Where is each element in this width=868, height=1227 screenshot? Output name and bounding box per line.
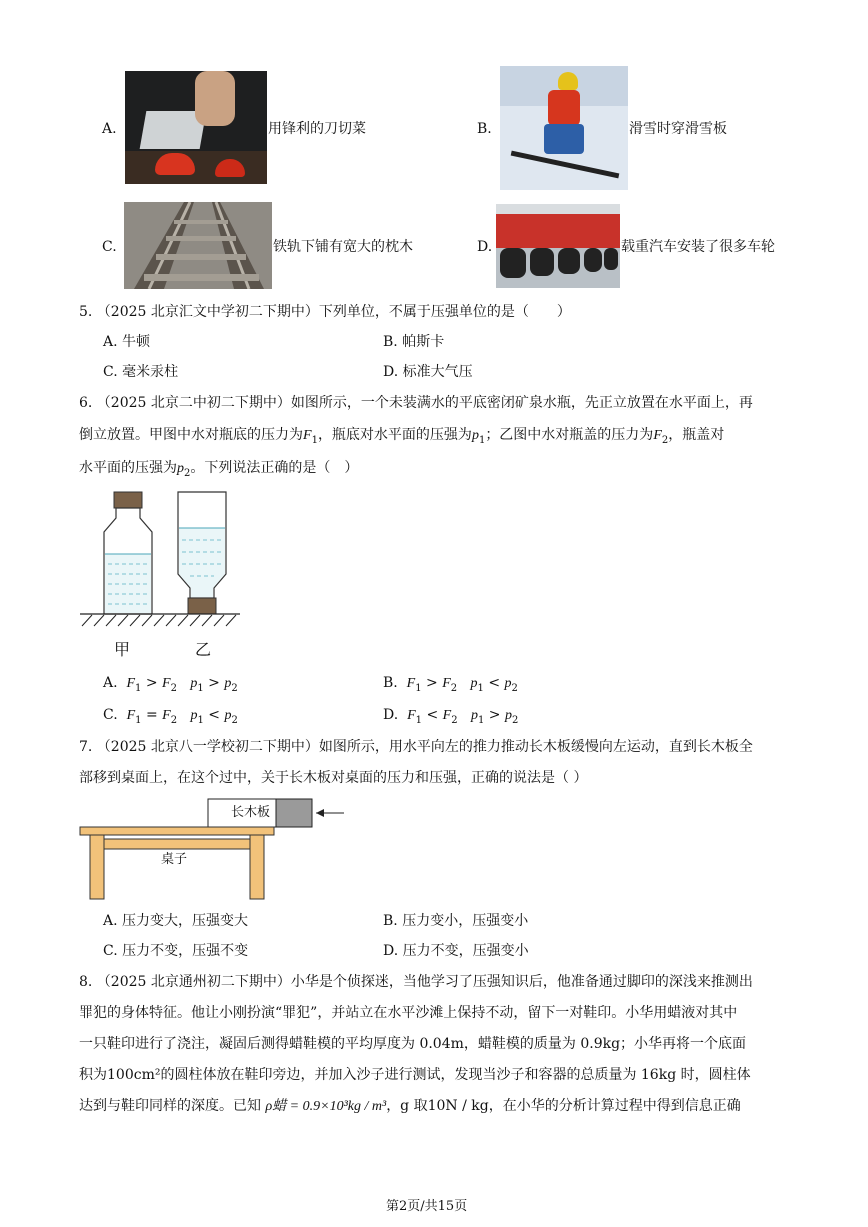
knife-cutting-vegetables-photo	[125, 71, 267, 184]
option-a: A. 牛顿	[103, 334, 151, 350]
question-stem-line: 倒立放置。甲图中水对瓶底的压力为$F_1$，瓶底对水平面的压强为$p_1$；乙图中水对瓶盖的压力为$F_2$，瓶盖对	[79, 427, 725, 446]
question-stem-line: 6. （2025 北京二中初二下期中）如图所示，一个未装满水的平底密闭矿泉水瓶，先正立放置在水平面上，再	[79, 395, 753, 411]
child-skiing-photo	[500, 66, 628, 190]
heavy-truck-wheels-photo	[496, 204, 620, 288]
question-stem-line: 7. （2025 北京八一学校初二下期中）如图所示，用水平向左的推力推动长木板缓慢向左运动，直到长木板全	[79, 739, 753, 755]
bottles-figure	[78, 488, 243, 633]
question-stem: 5. （2025 北京汇文中学初二下期中）下列单位，不属于压强单位的是（ ）	[79, 304, 571, 320]
page-number-footer: 第2页/共15页	[386, 1199, 468, 1214]
question-stem-line: 8. （2025 北京通州初二下期中）小华是个侦探迷，当他学习了压强知识后，他准备通过脚印的深浅来推测出	[79, 974, 753, 990]
option-b: B. 帕斯卡	[383, 334, 445, 350]
question-stem-line: 达到与鞋印同样的深度。已知 ρ蜡 = 0.9×10³kg / m³，g 取10N / kg，在小华的分析计算过程中得到信息正确	[79, 1098, 741, 1114]
label-jia: 甲	[114, 640, 131, 659]
option-d: D. 压力不变，压强变小	[383, 943, 529, 959]
option-letter: B.	[477, 121, 492, 137]
option-b: B. 压力变小，压强变小	[383, 913, 529, 929]
option-c: C. 毫米汞柱	[103, 364, 179, 380]
railway-sleepers-photo	[124, 202, 272, 289]
option-a: A. $F_1 > F_2$ $p_1 > p_2$	[103, 675, 238, 694]
option-c: C. $F_1 = F_2$ $p_1 < p_2$	[103, 707, 238, 726]
label-yi: 乙	[195, 640, 212, 659]
option-text: 用锋利的刀切菜	[268, 121, 366, 137]
option-c: C. 压力不变，压强不变	[103, 943, 249, 959]
option-text: 载重汽车安装了很多车轮	[621, 239, 775, 255]
question-stem-line: 罪犯的身体特征。他让小刚扮演“罪犯”，并站立在水平沙滩上保持不动，留下一对鞋印。小华用蜡液对其中	[79, 1005, 738, 1021]
option-letter: D.	[477, 239, 493, 255]
option-letter: A.	[102, 121, 117, 137]
option-text: 铁轨下铺有宽大的枕木	[273, 239, 413, 255]
option-d: D. 标准大气压	[383, 364, 473, 380]
question-stem-line: 积为100cm²的圆柱体放在鞋印旁边，并加入沙子进行测试，发现当沙子和容器的总质量为 16kg 时，圆柱体	[79, 1067, 751, 1083]
option-b: B. $F_1 > F_2$ $p_1 < p_2$	[383, 675, 518, 694]
option-letter: C.	[102, 239, 117, 255]
board-table-figure	[78, 796, 348, 902]
board-label: 长木板	[231, 805, 271, 820]
question-stem-line: 水平面的压强为$p_2$。下列说法正确的是（ ）	[79, 460, 359, 479]
question-stem-line: 部移到桌面上，在这个过中，关于长木板对桌面的压力和压强，正确的说法是（ ）	[79, 770, 588, 786]
option-text: 滑雪时穿滑雪板	[629, 121, 727, 137]
option-a: A. 压力变大，压强变大	[103, 913, 249, 929]
table-label: 桌子	[161, 852, 188, 867]
question-stem-line: 一只鞋印进行了浇注，凝固后测得蜡鞋模的平均厚度为 0.04m，蜡鞋模的质量为 0.9kg；小华再将一个底面	[79, 1036, 747, 1052]
option-d: D. $F_1 < F_2$ $p_1 > p_2$	[383, 707, 519, 726]
